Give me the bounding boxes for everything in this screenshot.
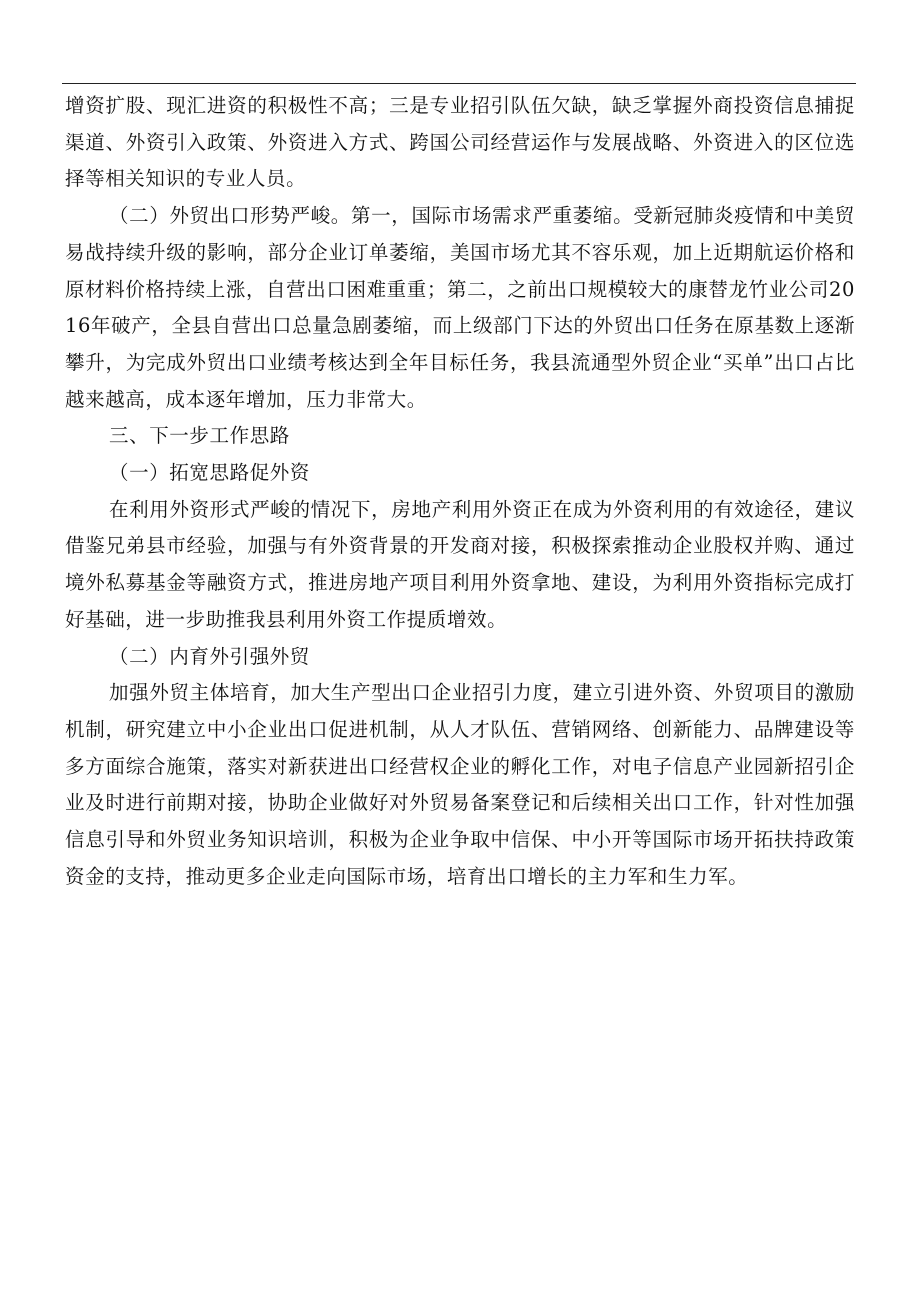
subheading-foreign-trade: （二）内育外引强外贸	[109, 644, 311, 668]
paragraph-foreign-investment: 在利用外资形式严峻的情况下，房地产利用外资正在成为外资利用的有效途径，建议借鉴兄弟县市经验，加强与有外资背景的开发商对接，积极探索推动企业股权并购、通过境外私募基金等融资方式，推进房地产项目利用外资拿地、建设，为利用外资指标完成打好基础，进一步助推我县利用外资工作提质增效。	[65, 497, 855, 631]
section-heading-next-steps: 三、下一步工作思路	[109, 424, 290, 448]
paragraph-foreign-trade: 加强外贸主体培育，加大生产型出口企业招引力度，建立引进外资、外贸项目的激励机制，研究建立中小企业出口促进机制，从人才队伍、营销网络、创新能力、品牌建设等多方面综合施策，落实对新获进出口经营权企业的孵化工作，对电子信息产业园新招引企业及时进行前期对接，协助企业做好对外贸易备案登记和后续相关出口工作，针对性加强信息引导和外贸业务知识培训，积极为企业争取中信保、中小开等国际市场开拓扶持政策资金的支持，推动更多企业走向国际市场，培育出口增长的主力军和生力军。	[65, 681, 855, 888]
paragraph-continuation: 增资扩股、现汇进资的积极性不高；三是专业招引队伍欠缺，缺乏掌握外商投资信息捕捉渠道、外资引入政策、外资进入方式、跨国公司经营运作与发展战略、外资进入的区位选择等相关知识的专业人员。	[65, 94, 855, 191]
document-body	[65, 88, 855, 895]
paragraph-export-situation: （二）外贸出口形势严峻。第一，国际市场需求严重萎缩。受新冠肺炎疫情和中美贸易战持续升级的影响，部分企业订单萎缩，美国市场尤其不容乐观，加上近期航运价格和原材料价格持续上涨，自营出口困难重重；第二，之前出口规模较大的康替龙竹业公司2016年破产，全县自营出口总量急剧萎缩，而上级部门下达的外贸出口任务在原基数上逐渐攀升，为完成外贸出口业绩考核达到全年目标任务，我县流通型外贸企业“买单”出口占比越来越高，成本逐年增加，压力非常大。	[65, 204, 855, 411]
header-rule	[62, 83, 856, 84]
subheading-foreign-investment: （一）拓宽思路促外资	[109, 461, 311, 485]
